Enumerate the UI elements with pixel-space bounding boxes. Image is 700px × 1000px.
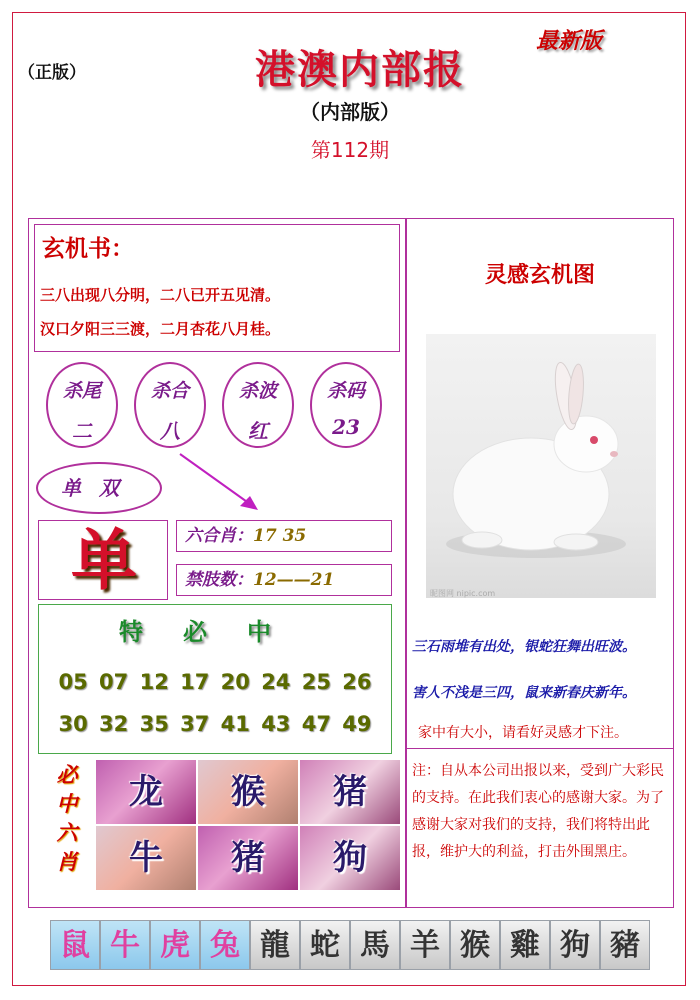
oval-value: 23 <box>332 415 360 439</box>
tail-row <box>176 564 392 596</box>
warning-note: 家中有大小，请看好灵感才下注。 <box>418 725 628 741</box>
rabbit-icon <box>426 334 656 598</box>
zodiac-horse: 馬 <box>350 920 400 970</box>
riddle-line-2: 害人不浅是三四，鼠来新春庆新年。 <box>412 685 636 701</box>
oval-value: 二 <box>72 419 92 443</box>
special-title: 特必中 <box>119 617 311 646</box>
oval-value: 红 <box>248 419 268 443</box>
label-char: 中 <box>56 791 78 816</box>
must-six-label <box>44 760 90 876</box>
label-char: 六 <box>56 820 78 845</box>
special-numbers-row-2: 30 32 35 37 41 43 47 49 <box>58 712 372 736</box>
zodiac-tiger: 虎 <box>150 920 200 970</box>
zodiac-pig: 豬 <box>600 920 650 970</box>
xuanji-title: 玄机书： <box>42 235 134 262</box>
oval-kill-code <box>310 362 382 448</box>
page-subtitle: （内部版） <box>300 100 400 124</box>
arrow-icon <box>170 448 270 520</box>
oval-value: 八 <box>160 419 180 443</box>
zodiac-monkey: 猴 <box>450 920 500 970</box>
must-six-animal: 牛 <box>96 826 196 890</box>
oval-key: 杀码 <box>326 380 365 402</box>
zodiac-dog: 狗 <box>550 920 600 970</box>
zodiac-ox: 牛 <box>100 920 150 970</box>
zodiac-rooster: 雞 <box>500 920 550 970</box>
odd-even-result: 单 <box>71 521 137 599</box>
label-char: 肖 <box>56 849 78 874</box>
latest-badge: 最新版 <box>536 28 603 54</box>
oval-key: 杀尾 <box>62 380 101 402</box>
zodiac-rabbit: 兔 <box>200 920 250 970</box>
tail-value: 12——21 <box>253 570 335 590</box>
issue-number: 第112期 <box>310 138 390 162</box>
zodiac-rat: 鼠 <box>50 920 100 970</box>
riddle-line-1: 三石雨堆有出处，银蛇狂舞出旺波。 <box>412 639 636 655</box>
must-six-animal: 猪 <box>300 760 400 824</box>
zodiac-dragon: 龍 <box>250 920 300 970</box>
company-notice: 注：自从本公司出报以来，受到广大彩民的支持。在此我们衷心的感谢大家。为了感谢大家对我们的支持，我们将特出此报，维护大的利益，打击外围黑庄。 <box>412 763 664 860</box>
rabbit-photo <box>426 334 656 598</box>
label-char: 必 <box>56 762 78 787</box>
zodiac-goat: 羊 <box>400 920 450 970</box>
must-six-animal: 狗 <box>300 826 400 890</box>
xuanji-line-2: 汉口夕阳三三渡，二月杏花八月桂。 <box>40 320 281 338</box>
photo-caption: 昵图网 nipic.com <box>430 589 496 598</box>
oval-kill-wave <box>222 362 294 448</box>
liuhe-value: 17 35 <box>253 526 307 546</box>
liuhe-key: 六合肖： <box>185 526 253 546</box>
edition-label: （正版） <box>18 63 86 83</box>
odd-even-label: 单双 <box>36 462 162 514</box>
zodiac-snake: 蛇 <box>300 920 350 970</box>
zodiac-strip <box>50 920 650 972</box>
page-title: 港澳内部报 <box>255 46 465 93</box>
must-six-animal: 猴 <box>198 760 298 824</box>
oval-key: 杀合 <box>150 380 189 402</box>
oval-kill-combo <box>134 362 206 448</box>
special-numbers-row-1: 05 07 12 17 20 24 25 26 <box>58 670 372 694</box>
liuhe-row <box>176 520 392 552</box>
must-six-animal: 猪 <box>198 826 298 890</box>
oval-key: 杀波 <box>238 380 277 402</box>
oval-kill-tail <box>46 362 118 448</box>
xuanji-line-1: 三八出现八分明，二八已开五见清。 <box>40 286 281 304</box>
tail-key: 禁肢数： <box>185 570 253 590</box>
must-six-animal: 龙 <box>96 760 196 824</box>
inspiration-title: 灵感玄机图 <box>484 262 595 288</box>
